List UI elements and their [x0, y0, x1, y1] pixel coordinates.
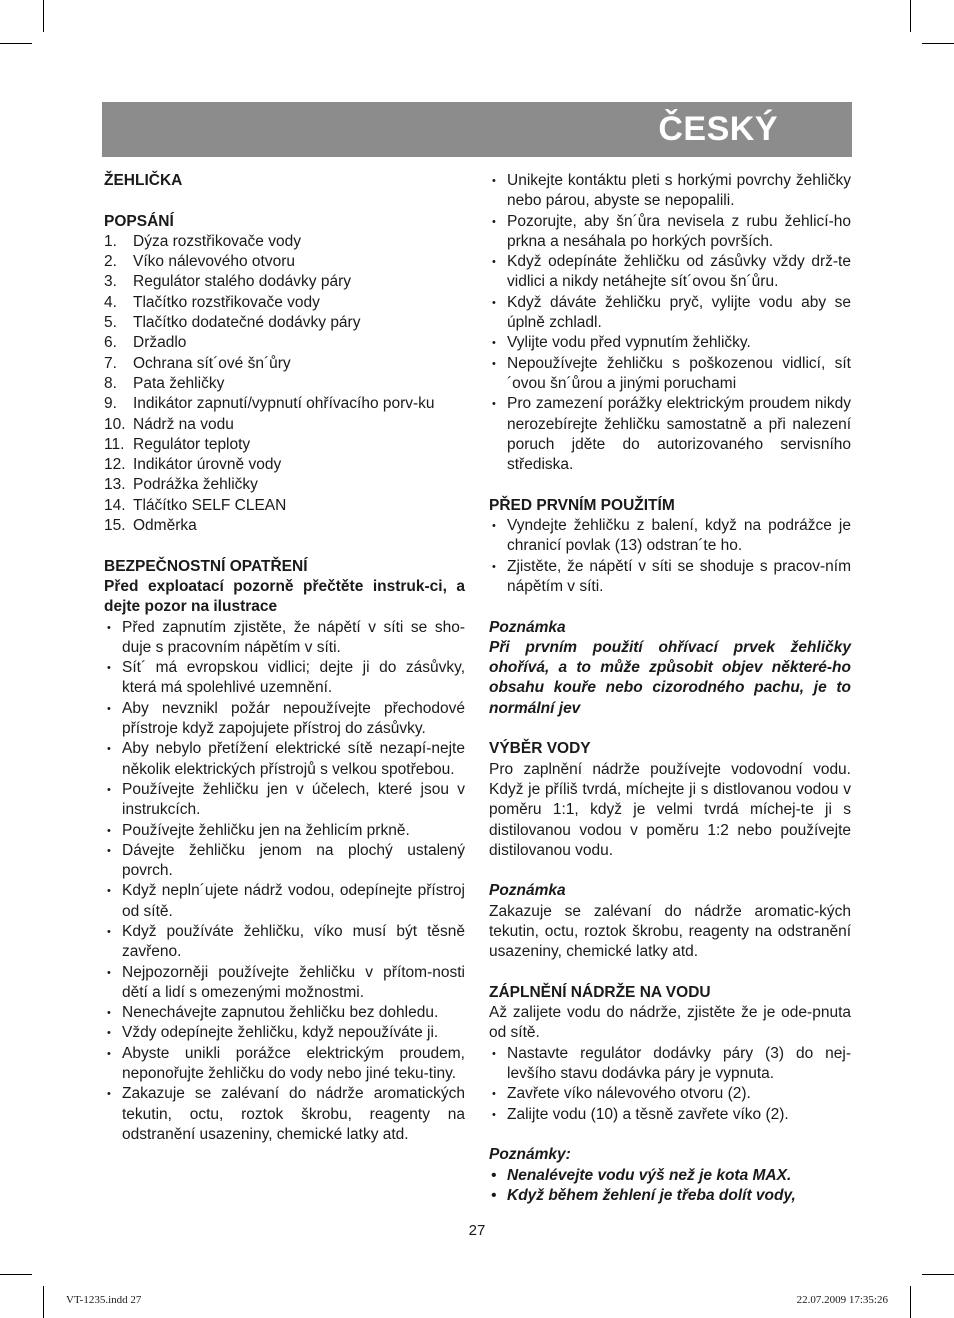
part-item	[104, 516, 465, 536]
crop-mark	[43, 1286, 44, 1318]
first-use-list	[489, 516, 851, 597]
list-item: • Unikejte kontáktu pleti s horkými povrchy žehličky nebo párou, abyste se nepopalili.	[489, 171, 851, 212]
crop-mark	[910, 0, 911, 32]
part-item	[104, 475, 465, 495]
page-number: 27	[468, 1222, 486, 1239]
part-label: Indikátor úrovně vody	[133, 456, 282, 474]
note-text: Při prvním použití ohřívací prvek žehličky ohořívá, a to může způsobit objev některé-ho obsahu kouře nebo cizorodného pachu, je to normální jev	[489, 638, 851, 717]
list-item: • Zalijte vodu (10) a těsně zavřete víko (2).	[489, 1105, 851, 1125]
part-item	[104, 455, 465, 475]
note-label: Poznámka	[489, 882, 566, 900]
note-text: Zakazuje se zalévaní do nádrže aromatic-kých tekutin, octu, roztok škrobu, reagenty na odstranění usazeniny, chemické latky atd.	[489, 902, 851, 961]
safety-list	[104, 618, 465, 1146]
list-item: • Před zapnutím zjistěte, že nápětí v síti se sho-duje s pracovním nápětím v síti.	[104, 618, 465, 659]
part-item	[104, 496, 465, 516]
part-item	[104, 232, 465, 252]
part-label: Víko nálevového otvoru	[133, 253, 295, 271]
part-item	[104, 354, 465, 374]
list-item: • Abyste unikli porážce elektrickým proudem, neponořujte žehličku do vody nebo jiné teku-tiny.	[104, 1044, 465, 1085]
list-item: • Sít´ má evropskou vidlici; dejte ji do zásůvky, která má spolehlivé uzemnění.	[104, 658, 465, 699]
water-heading: VÝBĚR VODY	[489, 740, 591, 758]
part-number: 4.	[104, 293, 117, 311]
part-number: 11.	[104, 435, 125, 453]
language-title: ČESKÝ	[658, 110, 778, 148]
part-number: 10.	[104, 415, 126, 433]
list-item: • Zjistěte, že nápětí v síti se shoduje s pracov-ním nápětím v síti.	[489, 557, 851, 598]
safety-heading: BEZPEČNOSTNÍ OPATŘENÍ	[104, 557, 308, 575]
list-item: • Aby nevznikl požár nepoužívejte přechodové přístroje když zapojujete přístroj do zásůvky.	[104, 699, 465, 740]
list-item: • Dávejte žehličku jenom na plochý ustalený povrch.	[104, 841, 465, 882]
part-number: 9.	[104, 395, 117, 413]
part-number: 7.	[104, 354, 117, 372]
list-item: • Nenechávejte zapnutou žehličku bez dohledu.	[104, 1003, 465, 1023]
left-column	[104, 171, 465, 1145]
parts-list	[104, 232, 465, 536]
part-item	[104, 415, 465, 435]
list-item: • Zakazuje se zalévaní do nádrže aromatických tekutin, octu, roztok škrobu, reagenty na odstranění usazeniny, chemické latky atd.	[104, 1084, 465, 1145]
section-title: ŽEHLIČKA	[104, 172, 183, 189]
crop-mark	[922, 1274, 954, 1275]
part-item	[104, 394, 465, 414]
crop-mark	[0, 1274, 32, 1275]
part-item	[104, 333, 465, 353]
fill-list	[489, 1044, 851, 1125]
part-item	[104, 293, 465, 313]
part-number: 13.	[104, 476, 126, 494]
list-item: • Používejte žehličku jen na žehlicím prkně.	[104, 821, 465, 841]
notes-list	[489, 1166, 851, 1207]
list-item: • Používejte žehličku jen v účelech, které jsou v instrukcích.	[104, 780, 465, 821]
list-item: • Vylijte vodu před vypnutím žehličky.	[489, 333, 851, 353]
part-number: 15.	[104, 517, 126, 535]
list-item: • Když během žehlení je třeba dolít vody,	[489, 1186, 851, 1206]
list-item: • Když nepln´ujete nádrž vodou, odepínejte přístroj od sítě.	[104, 881, 465, 922]
part-item	[104, 435, 465, 455]
part-item	[104, 313, 465, 333]
part-label: Regulátor stalého dodávky páry	[133, 273, 351, 291]
list-item: • Nejpozorněji používejte žehličku v přítom-nosti dětí a lidí s omezenými možnostmi.	[104, 963, 465, 1004]
language-header-band	[102, 102, 852, 157]
list-item: • Pro zamezení porážky elektrickým proudem nikdy nerozebírejte žehličku samostatně a při nalezení poruch jděte do autorizovaného servisního střediska.	[489, 394, 851, 475]
part-label: Ochrana sít´ové šn´ůry	[133, 354, 291, 372]
list-item: • Vždy odepínejte žehličku, když nepoužíváte ji.	[104, 1023, 465, 1043]
description-heading: POPSÁNÍ	[104, 212, 174, 230]
crop-mark	[0, 43, 32, 44]
safety-list-continued	[489, 171, 851, 475]
list-item: • Pozorujte, aby šn´ůra nevisela z rubu žehlicí-ho prkna a nesáhala po horkých površích.	[489, 212, 851, 253]
list-item: • Vyndejte žehličku z balení, když na podrážce je chranicí povlak (13) odstran´te ho.	[489, 516, 851, 557]
part-label: Tlačítko dodatečné dodávky páry	[133, 314, 361, 332]
list-item: • Když dáváte žehličku pryč, vylijte vodu aby se úplně zchladl.	[489, 293, 851, 334]
list-item: • Nenalévejte vodu výš než je kota MAX.	[489, 1166, 851, 1186]
part-number: 6.	[104, 334, 117, 352]
part-number: 8.	[104, 374, 117, 392]
safety-intro: Před exploatací pozorně přečtěte instruk-ci, a dejte pozor na ilustrace	[104, 577, 465, 616]
crop-mark	[910, 1286, 911, 1318]
list-item: • Když používáte žehličku, víko musí být těsně zavřeno.	[104, 922, 465, 963]
fill-text: Až zalijete vodu do nádrže, zjistěte že je ode-pnuta od sítě.	[489, 1004, 851, 1042]
list-item: • Nepoužívejte žehličku s poškozenou vidlicí, sít´ovou šn´ůrou a jinými poruchami	[489, 354, 851, 395]
part-label: Regulátor teploty	[133, 435, 251, 453]
part-number: 1.	[104, 232, 117, 250]
first-use-heading: PŘED PRVNÍM POUŽITÍM	[489, 496, 675, 514]
part-label: Dýza rozstřikovače vody	[133, 232, 301, 250]
footer-timestamp: 22.07.2009 17:35:26	[796, 1294, 888, 1306]
part-label: Pata žehličky	[133, 374, 225, 392]
part-item	[104, 374, 465, 394]
part-number: 5.	[104, 314, 117, 332]
crop-mark	[43, 0, 44, 32]
part-label: Držadlo	[133, 334, 187, 352]
part-label: Tlačítko rozstřikovače vody	[133, 293, 320, 311]
part-label: Odměrka	[133, 517, 197, 535]
part-label: Indikátor zapnutí/vypnutí ohřívacího porv-ku	[133, 395, 435, 413]
part-label: Nádrž na vodu	[133, 415, 234, 433]
part-number: 2.	[104, 253, 117, 271]
part-label: Tláčítko SELF CLEAN	[133, 496, 287, 514]
water-text: Pro zaplnění nádrže používejte vodovodní vodu. Když je příliš tvrdá, míchejte ji s distlovanou vodou v poměru 1:1, když je velmi tvrdá míchej-te ji s distilovanou vodou v poměru 1:2 nebo používejte distilovanou vodu.	[489, 760, 851, 859]
note-label: Poznámka	[489, 618, 566, 636]
list-item: • Když odepínáte žehličku od zásůvky vždy drž-te vidlici a nikdy netáhejte sít´ovou šn´ůru.	[489, 252, 851, 293]
part-label: Podrážka žehličky	[133, 476, 258, 494]
part-number: 3.	[104, 273, 117, 291]
part-number: 14.	[104, 496, 126, 514]
part-item	[104, 252, 465, 272]
right-column	[489, 171, 851, 1206]
crop-mark	[922, 43, 954, 44]
list-item: • Zavřete víko nálevového otvoru (2).	[489, 1084, 851, 1104]
notes-label: Poznámky:	[489, 1146, 571, 1164]
fill-heading: ZÁPLNĚNÍ NÁDRŽE NA VODU	[489, 983, 711, 1001]
list-item: • Aby nebylo přetížení elektrické sítě nezapí-nejte několik elektrických přístrojů s velkou spotřebou.	[104, 739, 465, 780]
footer-file: VT-1235.indd 27	[66, 1294, 142, 1306]
part-item	[104, 272, 465, 292]
part-number: 12.	[104, 456, 126, 474]
list-item: • Nastavte regulátor dodávky páry (3) do nej-levšího stavu dodávka páry je vypnuta.	[489, 1044, 851, 1085]
